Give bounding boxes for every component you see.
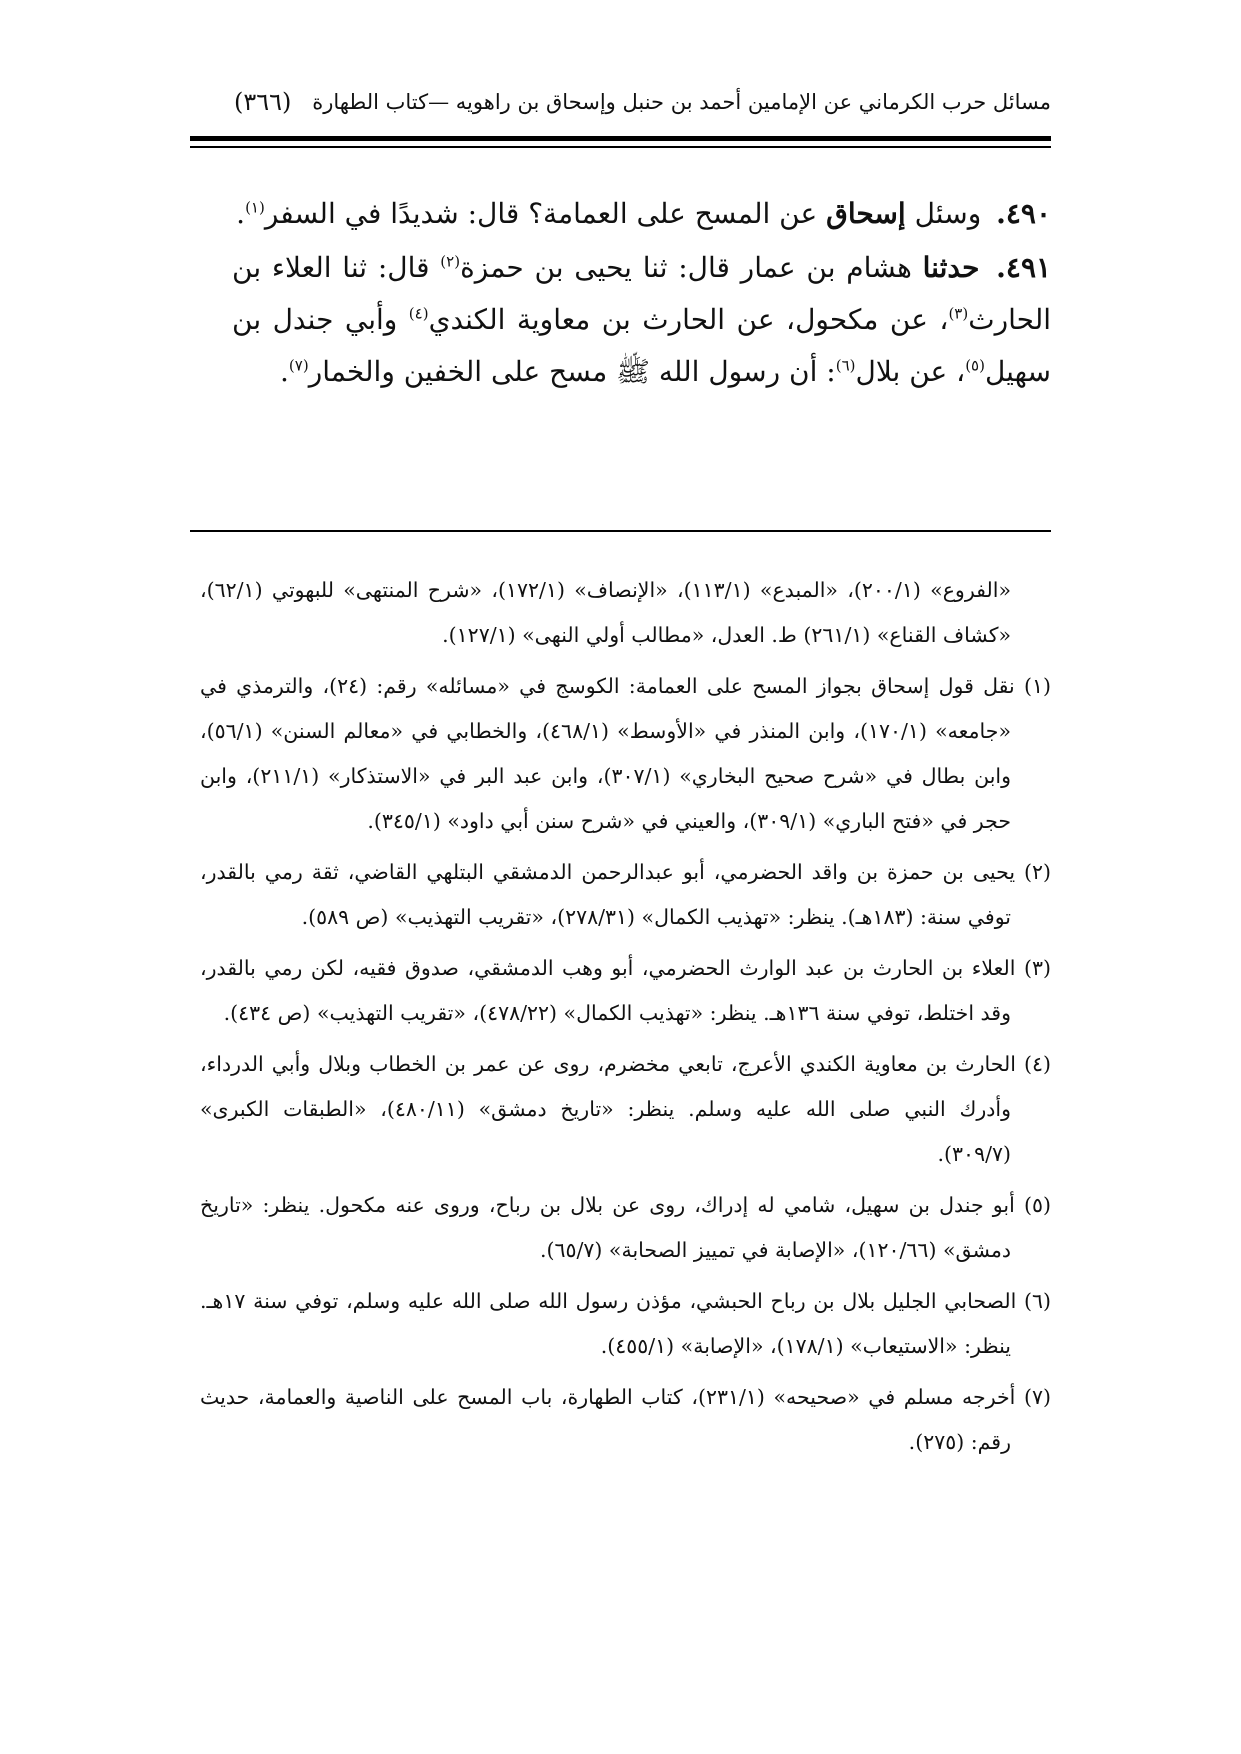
text-run: : أن رسول الله ﷺ مسح على الخفين والخمار [308,355,836,388]
footnote-6: (٦) الصحابي الجليل بلال بن رباح الحبشي، مؤذن رسول الله صلى الله عليه وسلم، توفي سنة ١٧هـ. ينظر: «الاستيعاب» (١٧٨/١)، «الإصابة» (٤٥٥/١). [200,1289,1051,1358]
footnote-3: (٣) العلاء بن الحارث بن عبد الوارث الحضرمي، أبو وهب الدمشقي، صدوق فقيه، لكن رمي بالقدر، وقد اختلط، توفي سنة ١٣٦هـ. ينظر: «تهذيب الكمال» (٤٧٨/٢٢)، «تقريب التهذيب» (ص ٤٣٤). [200,956,1051,1025]
keyword-ishaq: إسحاق [826,197,906,230]
footnote-ref-6[interactable]: (٦) [835,356,856,375]
running-header [234,82,1051,122]
footnote-ref-2[interactable]: (٢) [440,252,461,271]
paragraph-491 [232,242,1051,398]
text-run: وأبي جندل بن سهيل [232,303,1051,388]
text-run: عن المسح على العمامة؟ قال: شديدًا في السفر [264,197,818,230]
footnote-7: (٧) أخرجه مسلم في «صحيحه» (٢٣١/١)، كتاب الطهارة، باب المسح على الناصية والعمامة، حديث رقم: (٢٧٥). [200,1385,1051,1454]
text-run: قال: ثنا العلاء بن الحارث [232,251,1052,336]
header-rule-thick [190,136,1051,141]
footnote-2: (٢) يحيى بن حمزة بن واقد الحضرمي، أبو عبدالرحمن الدمشقي البتلهي القاضي، ثقة رمي بالقدر، توفي سنة: (١٨٣هـ). ينظر: «تهذيب الكمال» (٢٧٨/٣١)، «تقريب التهذيب» (ص ٥٨٩). [200,860,1051,929]
paragraph-490 [232,188,1051,240]
page-number: (٣٦٦) [234,88,292,116]
footnote-5: (٥) أبو جندل بن سهيل، شامي له إدراك، روى عن بلال بن رباح، وروى عنه مكحول. ينظر: «تاريخ دمشق» (١٢٠/٦٦)، «الإصابة في تمييز الصحابة» (٦٥/٧). [200,1193,1051,1262]
footnote-ref-5[interactable]: (٥) [965,356,985,375]
text-run: . [280,355,289,388]
footnotes [200,568,1051,1471]
header-title: مسائل حرب الكرماني عن الإمامين أحمد بن حنبل وإسحاق بن راهويه —كتاب الطهارة [312,90,1051,114]
entry-number: ٤٩٠. [996,197,1051,230]
text-run: ، عن بلال [855,355,966,388]
footnote-ref-7[interactable]: (٧) [288,356,309,375]
text-run: . [236,197,246,230]
footnote-continued: «الفروع» (٢٠٠/١)، «المبدع» (١١٣/١)، «الإنصاف» (١٧٢/١)، «شرح المنتهى» للبهوتي (٦٢/١)، «كشاف القناع» (٢٦١/١) ط. العدل، «مطالب أولي النهى» (١٢٧/١). [200,578,1011,647]
footnote-separator [190,530,1051,532]
header-rule-thin [190,146,1051,148]
entry-number: ٤٩١. [996,251,1052,284]
main-text [232,188,1051,400]
footnote-1: (١) نقل قول إسحاق بجواز المسح على العمامة: الكوسج في «مسائله» رقم: (٢٤)، والترمذي في «جامعه» (١٧٠/١)، وابن المنذر في «الأوسط» (٤٦٨/١)، والخطابي في «معالم السنن» (٥٦/١)، وابن بطال في «شرح صحيح البخاري» (٣٠٧/١)، وابن عبد البر في «الاستذكار» (٢١١/١)، وابن حجر في «فتح الباري» (٣٠٩/١)، والعيني في «شرح سنن أبي داود» (٣٤٥/١). [200,674,1051,833]
footnote-ref-4[interactable]: (٤) [408,304,429,323]
text-run: ، عن مكحول، عن الحارث بن معاوية الكندي [428,303,949,336]
footnote-ref-3[interactable]: (٣) [948,304,969,323]
text-run: وسئل [914,197,982,230]
keyword-haddathana: حدثنا [922,251,980,284]
footnote-ref-1[interactable]: (١) [245,198,265,217]
footnote-4: (٤) الحارث بن معاوية الكندي الأعرج، تابعي مخضرم، روى عن عمر بن الخطاب وبلال وأبي الدرداء، وأدرك النبي صلى الله عليه وسلم. ينظر: «تاريخ دمشق» (٤٨٠/١١)، «الطبقات الكبرى» (٣٠٩/٧). [200,1052,1051,1166]
text-run: هشام بن عمار قال: ثنا يحيى بن حمزة [460,251,912,284]
